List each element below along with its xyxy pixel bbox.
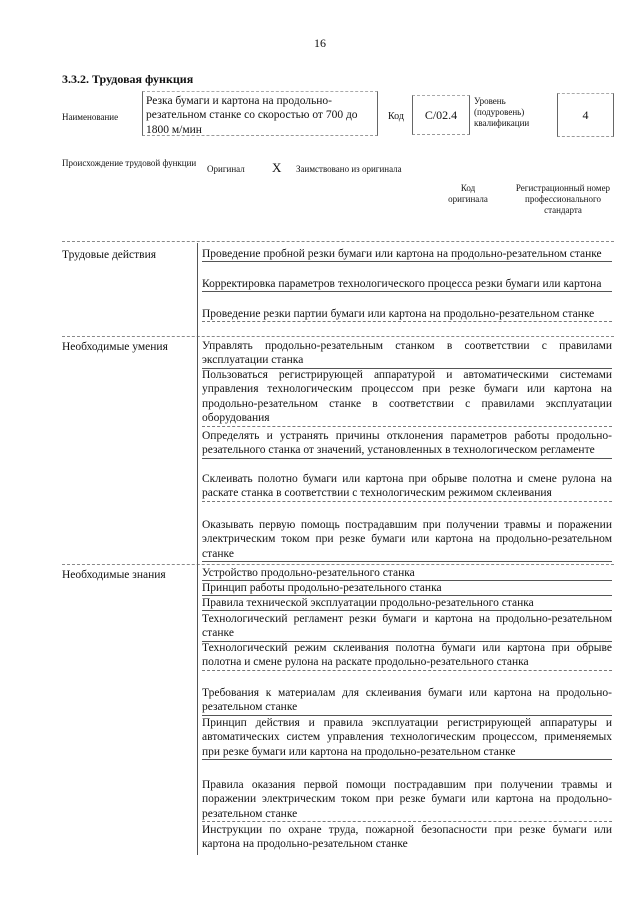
page-number: 16 xyxy=(314,36,326,50)
reg-number-label: Регистрационный номер профессионального стандарта xyxy=(515,183,611,215)
qualification-level-label: Уровень (подуровень) квалификации xyxy=(474,96,530,128)
origin-original: Оригинал xyxy=(207,164,245,174)
section-label-labor-actions: Трудовые действия xyxy=(62,249,157,261)
table-cell: Правила технической эксплуатации продольно-резательного станка xyxy=(202,596,612,611)
table-cell: Требования к материалам для склеивания бумаги или картона на продольно-резательном станке xyxy=(202,686,612,716)
table-column-divider xyxy=(197,243,198,855)
origin-borrowed: Заимствовано из оригинала xyxy=(296,164,402,174)
table-cell: Проведение резки партии бумаги или картона на продольно-резательном станке xyxy=(202,307,612,322)
table-cell: Правила оказания первой помощи пострадавшим при получении травмы и поражении электрическим током при резке бумаги или картона на продольно-резательном станке xyxy=(202,778,612,822)
table-cell: Принцип действия и правила эксплуатации регистрирующей аппаратуры и автоматических систем управления технологическим процессом, применяемых при резке бумаги или картона на продольно-резательном станке xyxy=(202,716,612,760)
table-cell: Технологический регламент резки бумаги и картона на продольно-резательном станке xyxy=(202,612,612,642)
table-cell: Определять и устранять причины отклонения параметров работы продольно-резательного станка от значений, установленных в технологическом регламенте xyxy=(202,429,612,459)
table-cell: Инструкции по охране труда, пожарной безопасности при резке бумаги или картона на продольно-резательном станке xyxy=(202,824,612,851)
origin-mark: X xyxy=(272,160,282,175)
table-cell: Технологический режим склеивания полотна бумаги или картона при обрыве полотна и смене рулона на раскате продольно-резательного станка xyxy=(202,641,612,671)
table-cell: Принцип работы продольно-резательного станка xyxy=(202,581,612,596)
code-value: C/02.4 xyxy=(412,95,470,135)
origin-label: Происхождение трудовой функции xyxy=(62,158,197,168)
section-label-required-knowledge: Необходимые знания xyxy=(62,569,166,581)
table-cell: Устройство продольно-резательного станка xyxy=(202,566,612,581)
table-cell: Пользоваться регистрирующей аппаратурой и автоматическими системами управления технологическим процессом при резке бумаги или картона на продольно-резательном станке в соответствии с правилами эксплуатации оборудования xyxy=(202,368,612,427)
table-cell: Управлять продольно-резательным станком в соответствии с правилами эксплуатации станка xyxy=(202,339,612,369)
table-cell: Корректировка параметров технологического процесса резки бумаги или картона xyxy=(202,277,612,292)
table-cell: Оказывать первую помощь пострадавшим при получении травмы и поражении электрическим током при резке бумаги или картона на продольно-резательном станке xyxy=(202,518,612,562)
origin-code-label: Код оригинала xyxy=(448,183,488,204)
section-separator xyxy=(62,564,614,565)
name-label: Наименование xyxy=(62,112,119,122)
section-label-required-skills: Необходимые умения xyxy=(62,341,168,353)
function-name-value: Резка бумаги и картона на продольно-резательном станке со скоростью от 700 до 1800 м/мин xyxy=(142,91,378,136)
section-separator xyxy=(62,336,614,337)
table-cell: Склеивать полотно бумаги или картона при обрыве полотна и смене рулона на раскате станка в соответствии с технологическим режимом склеивания xyxy=(202,472,612,502)
table-cell: Проведение пробной резки бумаги или картона на продольно-резательном станке xyxy=(202,247,612,262)
qualification-level-value: 4 xyxy=(557,93,614,137)
table-top-border xyxy=(62,241,614,242)
section-title: 3.3.2. Трудовая функция xyxy=(62,72,194,86)
code-label: Код xyxy=(388,111,404,122)
